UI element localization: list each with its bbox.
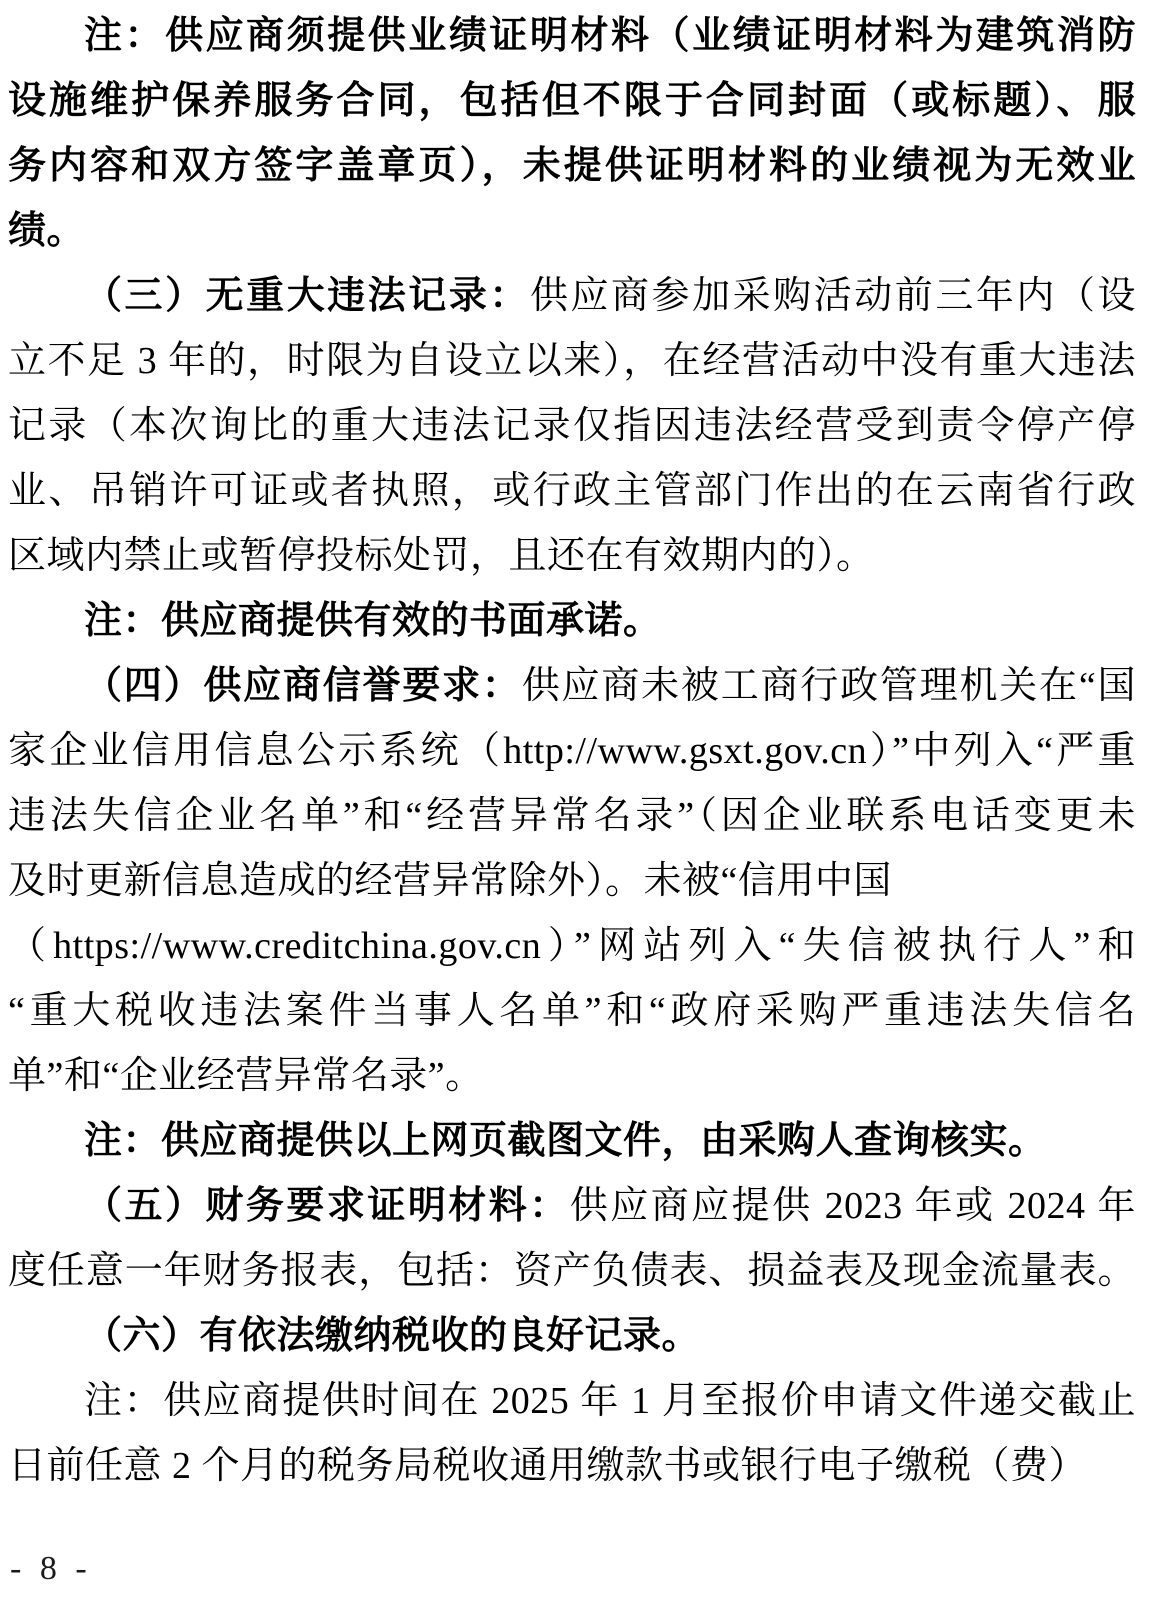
note-line [8,134,1136,199]
clause-6-line [8,1304,1136,1369]
clause-5-text: 度任意一年财务报表，包括：资产负债表、损益表及现金流量表。 [8,1250,1136,1292]
clause-4-text: 及时更新信息造成的经营异常除外）。未被“信用中国 [8,860,892,902]
clause-4-line [8,719,1136,784]
note-text: 注：供应商须提供业绩证明材料（业绩证明材料为建筑消防 [84,15,1136,57]
clause-6-heading: （六）有依法缴纳税收的良好记录。 [84,1315,701,1357]
clause-3-line [8,394,1136,459]
note-line [8,1434,1136,1499]
clause-4-text: “重大税收违法案件当事人名单”和“政府采购严重违法失信名 [8,990,1136,1032]
clause-4-line [8,849,1136,914]
note-text: 绩。 [8,210,86,252]
clause-4-text: 供应商未被工商行政管理机关在“国 [521,665,1136,707]
clause-3-text: 记录（本次询比的重大违法记录仅指因违法经营受到责令停产停 [8,405,1136,447]
note-text: 注：供应商提供以上网页截图文件，由采购人查询核实。 [84,1120,1047,1162]
clause-5-line [8,1239,1136,1304]
clause-3-text: 供应商参加采购活动前三年内（设 [529,275,1136,317]
clause-5-line [8,1174,1136,1239]
clause-3-line [8,329,1136,394]
note-text: 设施维护保养服务合同，包括但不限于合同封面（或标题）、服 [8,80,1136,122]
note-text: 日前任意 2 个月的税务局税收通用缴款书或银行电子缴税（费） [8,1445,1088,1487]
document-body [8,4,1136,1499]
note-line [8,1109,1136,1174]
note-text: 注：供应商提供时间在 2025 年 1 月至报价申请文件递交截止 [84,1380,1136,1422]
note-line [8,199,1136,264]
clause-4-line [8,784,1136,849]
clause-3-line [8,524,1136,589]
clause-3-text: 立不足 3 年的，时限为自设立以来），在经营活动中没有重大违法 [8,340,1136,382]
note-line [8,589,1136,654]
clause-4-line [8,979,1136,1044]
note-text: 务内容和双方签字盖章页），未提供证明材料的业绩视为无效业 [8,145,1136,187]
clause-5-heading: （五）财务要求证明材料： [84,1185,570,1227]
clause-3-text: 区域内禁止或暂停投标处罚，且还在有效期内的）。 [8,535,875,577]
note-line [8,1369,1136,1434]
note-line [8,4,1136,69]
clause-4-text: 单”和“企业经营异常名录”。 [8,1055,484,1097]
clause-4-text: 违法失信企业名单”和“经营异常名录”（因企业联系电话变更未 [8,795,1136,837]
clause-4-line [8,914,1136,979]
page-footer [10,1550,92,1588]
clause-4-line [8,654,1136,719]
clause-4-heading: （四）供应商信誉要求： [84,665,522,707]
clause-3-heading: （三）无重大违法记录： [84,275,530,317]
note-text: 注：供应商提供有效的书面承诺。 [84,600,662,642]
clause-4-text: 家企业信用信息公示系统（http://www.gsxt.gov.cn）”中列入“严重 [8,730,1136,772]
clause-5-text: 供应商应提供 2023 年或 2024 年 [569,1185,1136,1227]
clause-4-line [8,1044,1136,1109]
clause-3-line [8,459,1136,524]
clause-4-text: （https://www.creditchina.gov.cn）”网站列入“失信被执行人”和 [8,925,1136,967]
note-line [8,69,1136,134]
clause-3-line [8,264,1136,329]
clause-3-text: 业、吊销许可证或者执照，或行政主管部门作出的在云南省行政 [8,470,1136,512]
page-number: - 8 - [10,1550,92,1587]
